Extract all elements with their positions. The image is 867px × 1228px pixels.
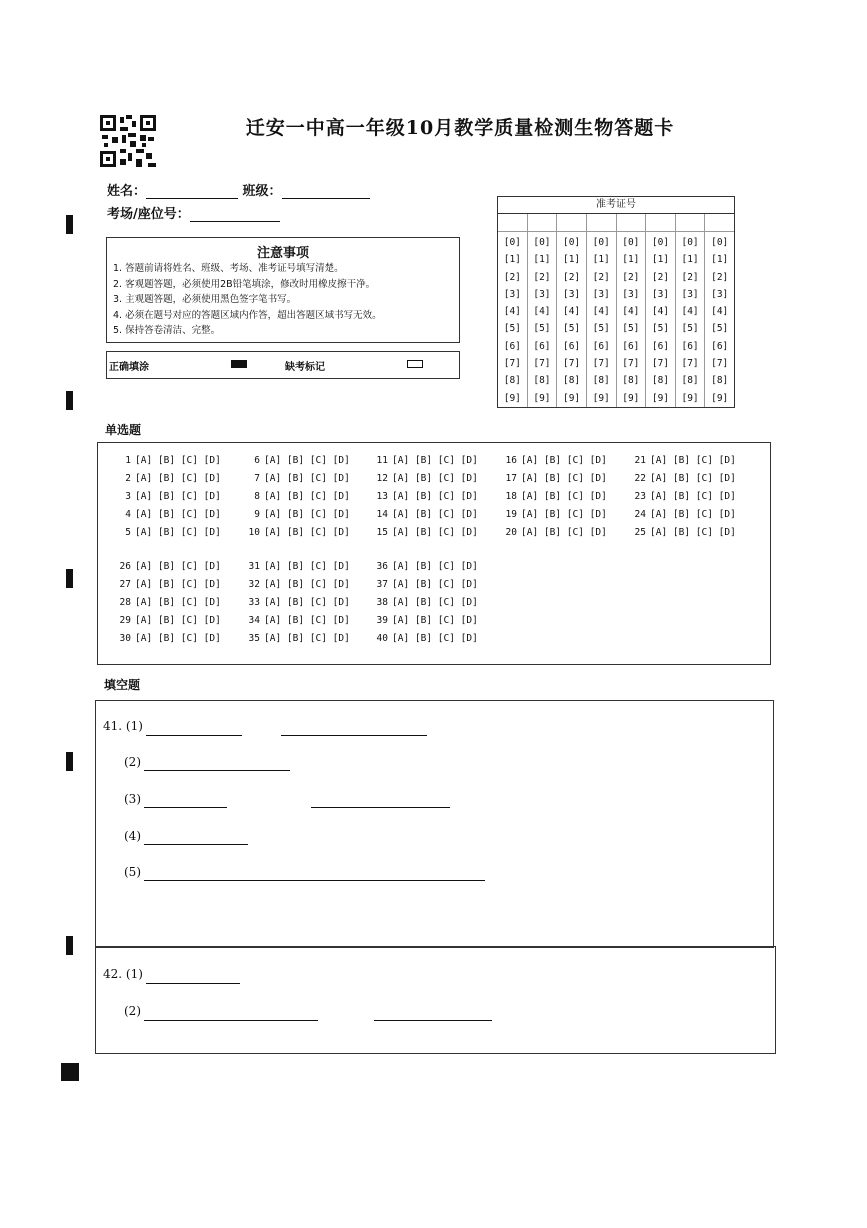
choice-question	[245, 527, 350, 538]
choice-question	[245, 633, 350, 644]
choice-question	[116, 615, 221, 626]
question-number: 29	[119, 615, 131, 626]
answer-options[interactable]: [A] [B] [C] [D]	[135, 491, 221, 502]
question-number: 15	[376, 527, 388, 538]
choice-question	[373, 579, 478, 590]
exam-id-digit-bubble[interactable]: [8]	[503, 375, 521, 387]
choice-question	[373, 561, 478, 572]
notice-item: 5. 保持答卷清洁、完整。	[113, 325, 221, 336]
exam-id-digit-bubble[interactable]: [4]	[592, 306, 610, 318]
question-number: 10	[248, 527, 260, 538]
answer-options[interactable]: [A] [B] [C] [D]	[521, 527, 607, 538]
exam-id-digit-bubble[interactable]: [0]	[592, 237, 610, 248]
choice-question	[631, 455, 736, 466]
question-number: 6	[254, 455, 260, 466]
timing-mark	[66, 569, 73, 588]
exam-id-digit-bubble[interactable]: [6]	[651, 340, 670, 352]
choice-question	[116, 491, 221, 502]
answer-options[interactable]: [A] [B] [C] [D]	[650, 491, 736, 502]
choice-question	[502, 527, 607, 538]
exam-id-digit-bubble[interactable]: [4]	[562, 306, 581, 318]
exam-id-title: 准考证号	[498, 197, 734, 214]
question-number: 20	[505, 527, 517, 538]
exam-id-column	[498, 214, 528, 407]
question-number: 26	[119, 561, 131, 572]
exam-id-digit-bubble[interactable]: [7]	[562, 358, 581, 370]
answer-options[interactable]: [A] [B] [C] [D]	[135, 615, 221, 626]
answer-options[interactable]: [A] [B] [C] [D]	[135, 597, 221, 608]
notice-item: 4. 必须在题号对应的答题区域内作答，超出答题区域书写无效。	[113, 309, 382, 321]
exam-id-digit-bubble[interactable]: [0]	[711, 237, 729, 248]
question-number: 22	[634, 473, 646, 484]
exam-id-digit-bubble[interactable]: [1]	[503, 254, 521, 266]
exam-id-box	[497, 196, 735, 408]
exam-id-digit-bubble[interactable]: [6]	[711, 340, 729, 352]
answer-line[interactable]	[144, 770, 290, 771]
question-number: 18	[505, 491, 517, 502]
answer-options[interactable]: [A] [B] [C] [D]	[650, 527, 736, 538]
exam-id-digit-bubble[interactable]: [3]	[681, 288, 699, 300]
choice-question	[502, 455, 607, 466]
answer-options[interactable]: [A] [B] [C] [D]	[135, 455, 221, 466]
exam-id-digit-bubble[interactable]: [1]	[622, 254, 640, 266]
answer-options[interactable]: [A] [B] [C] [D]	[650, 473, 736, 484]
question-number: 31	[248, 561, 260, 572]
question-number: 13	[376, 491, 388, 502]
exam-id-digit-bubble[interactable]: [1]	[651, 254, 670, 266]
answer-options[interactable]: [A] [B] [C] [D]	[135, 579, 221, 590]
exam-id-write-cell[interactable]	[705, 214, 734, 232]
answer-options[interactable]: [A] [B] [C] [D]	[264, 509, 350, 520]
exam-id-digit-bubble[interactable]: [6]	[533, 340, 551, 352]
question-number: 16	[505, 455, 517, 466]
answer-options[interactable]: [A] [B] [C] [D]	[264, 473, 350, 484]
q42-label: 42. (1)	[103, 967, 143, 981]
exam-id-digit-bubble[interactable]: [8]	[562, 375, 581, 387]
exam-id-digit-bubble[interactable]: [8]	[651, 375, 670, 387]
answer-options[interactable]: [A] [B] [C] [D]	[392, 491, 478, 502]
question-number: 1	[125, 455, 131, 466]
answer-options[interactable]: [A] [B] [C] [D]	[135, 473, 221, 484]
choice-question	[245, 473, 350, 484]
question-number: 38	[376, 597, 388, 608]
answer-options[interactable]: [A] [B] [C] [D]	[264, 455, 350, 466]
question-number: 11	[376, 455, 388, 466]
choice-question	[373, 491, 478, 502]
choice-question	[502, 491, 607, 502]
exam-id-digit-bubble[interactable]: [2]	[503, 271, 521, 283]
timing-mark	[66, 936, 73, 955]
choice-question	[373, 455, 478, 466]
answer-options[interactable]: [A] [B] [C] [D]	[392, 561, 478, 572]
choice-question	[116, 633, 221, 644]
exam-id-digit-bubble[interactable]: [0]	[622, 237, 640, 248]
exam-id-digit-bubble[interactable]: [9]	[681, 392, 699, 404]
exam-id-digit-bubble[interactable]: [2]	[711, 271, 729, 283]
exam-id-digit-bubble[interactable]: [4]	[651, 306, 670, 318]
answer-options[interactable]: [A] [B] [C] [D]	[521, 455, 607, 466]
exam-id-digit-bubble[interactable]: [1]	[562, 254, 581, 266]
answer-line[interactable]	[144, 807, 227, 808]
answer-options[interactable]: [A] [B] [C] [D]	[392, 615, 478, 626]
question-number: 5	[125, 527, 131, 538]
timing-mark	[66, 391, 73, 410]
answer-options[interactable]: [A] [B] [C] [D]	[521, 491, 607, 502]
question-number: 9	[254, 509, 260, 520]
exam-id-digit-bubble[interactable]: [4]	[622, 306, 640, 318]
exam-id-digit-bubble[interactable]: [3]	[651, 288, 670, 300]
exam-id-digit-bubble[interactable]: [3]	[622, 288, 640, 300]
exam-id-digit-bubble[interactable]: [1]	[711, 254, 729, 266]
answer-options[interactable]: [A] [B] [C] [D]	[392, 527, 478, 538]
exam-id-digit-bubble[interactable]: [5]	[503, 323, 521, 335]
choice-question	[373, 597, 478, 608]
name-blank[interactable]	[146, 184, 238, 199]
exam-id-digit-bubble[interactable]: [6]	[503, 340, 521, 352]
question-number: 12	[376, 473, 388, 484]
question-number: 37	[376, 579, 388, 590]
exam-id-digit-bubble[interactable]: [5]	[592, 323, 610, 335]
timing-mark	[66, 215, 73, 234]
answer-options[interactable]: [A] [B] [C] [D]	[264, 527, 350, 538]
exam-id-digit-bubble[interactable]: [2]	[562, 271, 581, 283]
exam-id-digit-bubble[interactable]: [7]	[503, 358, 521, 370]
exam-id-digit-bubble[interactable]: [6]	[681, 340, 699, 352]
choice-question	[116, 455, 221, 466]
exam-id-digit-bubble[interactable]: [7]	[592, 358, 610, 370]
exam-id-digit-bubble[interactable]: [9]	[622, 392, 640, 404]
answer-line[interactable]	[374, 1020, 492, 1021]
answer-options[interactable]: [A] [B] [C] [D]	[264, 615, 350, 626]
question-number: 28	[119, 597, 131, 608]
exam-id-digit-bubble[interactable]: [1]	[681, 254, 699, 266]
exam-id-digit-bubble[interactable]: [5]	[622, 323, 640, 335]
exam-id-digit-bubble[interactable]: [9]	[651, 392, 670, 404]
seat-field-row	[107, 203, 280, 222]
qr-code	[100, 115, 156, 167]
exam-id-digit-bubble[interactable]: [7]	[533, 358, 551, 370]
notice-item: 2. 客观题答题，必须使用2B铅笔填涂，修改时用橡皮擦干净。	[113, 278, 376, 290]
exam-id-digit-bubble[interactable]: [9]	[503, 392, 521, 404]
question-number: 39	[376, 615, 388, 626]
exam-id-digit-bubble[interactable]: [0]	[562, 237, 581, 248]
choice-question	[631, 509, 736, 520]
answer-options[interactable]: [A] [B] [C] [D]	[264, 491, 350, 502]
answer-options[interactable]: [A] [B] [C] [D]	[264, 561, 350, 572]
exam-id-column	[587, 214, 617, 407]
exam-id-digit-bubble[interactable]: [4]	[681, 306, 699, 318]
q41-part-label: (4)	[124, 829, 141, 843]
answer-options[interactable]: [A] [B] [C] [D]	[392, 509, 478, 520]
exam-id-digit-bubble[interactable]: [9]	[562, 392, 581, 404]
single-choice-title: 单选题	[105, 423, 142, 437]
choice-question	[245, 561, 350, 572]
question-number: 3	[125, 491, 131, 502]
q41-part-label: (3)	[124, 792, 141, 806]
question-number: 24	[634, 509, 646, 520]
notice-item: 1. 答题前请将姓名、班级、考场、准考证号填写清楚。	[113, 263, 344, 274]
question-number: 33	[248, 597, 260, 608]
choice-question	[245, 509, 350, 520]
absent-mark-label: 缺考标记	[285, 362, 325, 373]
name-field-row	[107, 180, 370, 199]
exam-id-write-cell[interactable]	[676, 214, 705, 232]
exam-id-digit-bubble[interactable]: [5]	[681, 323, 699, 335]
choice-question	[116, 579, 221, 590]
exam-id-digit-bubble[interactable]: [8]	[592, 375, 610, 387]
question-number: 19	[505, 509, 517, 520]
choice-question	[116, 527, 221, 538]
answer-line[interactable]	[144, 844, 248, 845]
exam-id-column	[617, 214, 647, 407]
answer-line[interactable]	[146, 735, 242, 736]
fill-blank-title: 填空题	[104, 678, 141, 692]
q42-part-label: (2)	[124, 1004, 141, 1018]
choice-question	[245, 597, 350, 608]
exam-id-digit-bubble[interactable]: [4]	[533, 306, 551, 318]
choice-question	[245, 491, 350, 502]
exam-id-write-cell[interactable]	[646, 214, 675, 232]
answer-options[interactable]: [A] [B] [C] [D]	[135, 509, 221, 520]
absent-mark-checkbox[interactable]	[407, 360, 423, 368]
question-number: 25	[634, 527, 646, 538]
exam-id-digit-bubble[interactable]: [7]	[651, 358, 670, 370]
choice-question	[245, 455, 350, 466]
exam-id-digit-bubble[interactable]: [8]	[711, 375, 729, 387]
notice-box	[106, 237, 460, 343]
question-number: 40	[376, 633, 388, 644]
exam-id-digit-bubble[interactable]: [0]	[533, 237, 551, 248]
question-number: 4	[125, 509, 131, 520]
exam-id-digit-bubble[interactable]: [2]	[622, 271, 640, 283]
exam-id-digit-bubble[interactable]: [5]	[651, 323, 670, 335]
choice-question	[373, 527, 478, 538]
choice-question	[373, 509, 478, 520]
question-41-box	[95, 700, 774, 948]
q41-part-label: (5)	[124, 865, 141, 879]
q41-label: 41. (1)	[103, 719, 143, 733]
question-number: 8	[254, 491, 260, 502]
choice-question	[373, 473, 478, 484]
exam-id-column	[557, 214, 587, 407]
exam-id-write-cell[interactable]	[587, 214, 616, 232]
exam-id-digit-bubble[interactable]: [2]	[681, 271, 699, 283]
answer-line[interactable]	[281, 735, 427, 736]
exam-id-digit-bubble[interactable]: [9]	[592, 392, 610, 404]
exam-id-digit-bubble[interactable]: [4]	[711, 306, 729, 318]
answer-options[interactable]: [A] [B] [C] [D]	[392, 579, 478, 590]
question-number: 7	[254, 473, 260, 484]
answer-line[interactable]	[311, 807, 450, 808]
class-blank[interactable]	[282, 184, 370, 199]
exam-id-digit-bubble[interactable]: [8]	[622, 375, 640, 387]
question-42-box	[95, 946, 776, 1054]
answer-line[interactable]	[144, 880, 485, 881]
choice-question	[631, 473, 736, 484]
question-number: 32	[248, 579, 260, 590]
answer-options[interactable]: [A] [B] [C] [D]	[521, 509, 607, 520]
exam-id-column	[676, 214, 706, 407]
answer-options[interactable]: [A] [B] [C] [D]	[392, 455, 478, 466]
notice-item: 3. 主观题答题，必须使用黑色签字笔书写。	[113, 294, 297, 305]
exam-id-column	[646, 214, 676, 407]
choice-question	[116, 473, 221, 484]
choice-question	[502, 509, 607, 520]
class-label: 班级：	[242, 184, 282, 199]
question-number: 2	[125, 473, 131, 484]
answer-options[interactable]: [A] [B] [C] [D]	[264, 633, 350, 644]
choice-question	[116, 509, 221, 520]
exam-id-write-cell[interactable]	[617, 214, 646, 232]
question-number: 23	[634, 491, 646, 502]
corner-mark	[61, 1063, 79, 1081]
correct-fill-label: 正确填涂	[109, 362, 149, 373]
choice-question	[631, 491, 736, 502]
choice-question	[245, 615, 350, 626]
exam-id-digit-bubble[interactable]: [6]	[562, 340, 581, 352]
page-title: 迁安一中高一年级10月教学质量检测生物答题卡	[245, 117, 675, 139]
exam-id-digit-bubble[interactable]: [6]	[622, 340, 640, 352]
notice-title: 注意事项	[256, 246, 309, 261]
choice-question	[502, 473, 607, 484]
answer-options[interactable]: [A] [B] [C] [D]	[135, 561, 221, 572]
answer-options[interactable]: [A] [B] [C] [D]	[521, 473, 607, 484]
exam-id-digit-bubble[interactable]: [5]	[711, 323, 729, 335]
choice-question	[245, 579, 350, 590]
exam-id-digit-bubble[interactable]: [8]	[681, 375, 699, 387]
answer-options[interactable]: [A] [B] [C] [D]	[650, 455, 736, 466]
exam-id-digit-bubble[interactable]: [7]	[681, 358, 699, 370]
exam-id-write-cell[interactable]	[528, 214, 557, 232]
answer-options[interactable]: [A] [B] [C] [D]	[264, 579, 350, 590]
answer-options[interactable]: [A] [B] [C] [D]	[392, 633, 478, 644]
exam-id-digit-bubble[interactable]: [9]	[533, 392, 551, 404]
question-number: 34	[248, 615, 260, 626]
exam-id-digit-bubble[interactable]: [4]	[503, 306, 521, 318]
question-number: 36	[376, 561, 388, 572]
exam-id-digit-bubble[interactable]: [6]	[592, 340, 610, 352]
question-number: 30	[119, 633, 131, 644]
answer-options[interactable]: [A] [B] [C] [D]	[650, 509, 736, 520]
answer-options[interactable]: [A] [B] [C] [D]	[392, 597, 478, 608]
question-number: 35	[248, 633, 260, 644]
answer-line[interactable]	[144, 1020, 318, 1021]
exam-id-digit-bubble[interactable]: [3]	[533, 288, 551, 300]
choice-question	[373, 615, 478, 626]
answer-line[interactable]	[146, 983, 240, 984]
exam-id-digit-bubble[interactable]: [7]	[622, 358, 640, 370]
seat-blank[interactable]	[190, 207, 280, 222]
seat-label: 考场/座位号：	[107, 207, 190, 222]
answer-options[interactable]: [A] [B] [C] [D]	[135, 633, 221, 644]
answer-options[interactable]: [A] [B] [C] [D]	[264, 597, 350, 608]
exam-id-digit-bubble[interactable]: [0]	[503, 237, 521, 248]
exam-id-columns	[498, 214, 734, 407]
choice-question	[116, 597, 221, 608]
exam-id-digit-bubble[interactable]: [0]	[681, 237, 699, 248]
exam-id-digit-bubble[interactable]: [0]	[651, 237, 670, 248]
q41-part-label: (2)	[124, 755, 141, 769]
answer-options[interactable]: [A] [B] [C] [D]	[392, 473, 478, 484]
question-number: 17	[505, 473, 517, 484]
exam-id-digit-bubble[interactable]: [2]	[651, 271, 670, 283]
question-number: 14	[376, 509, 388, 520]
exam-id-digit-bubble[interactable]: [1]	[592, 254, 610, 266]
name-label: 姓名：	[107, 184, 147, 199]
exam-id-digit-bubble[interactable]: [3]	[562, 288, 581, 300]
correct-fill-sample	[231, 360, 247, 368]
exam-id-column	[705, 214, 734, 407]
exam-id-write-cell[interactable]	[557, 214, 586, 232]
exam-id-digit-bubble[interactable]: [5]	[562, 323, 581, 335]
exam-id-digit-bubble[interactable]: [5]	[533, 323, 551, 335]
answer-options[interactable]: [A] [B] [C] [D]	[135, 527, 221, 538]
question-number: 27	[119, 579, 131, 590]
exam-id-write-cell[interactable]	[498, 214, 527, 232]
exam-id-digit-bubble[interactable]: [2]	[592, 271, 610, 283]
exam-id-digit-bubble[interactable]: [3]	[711, 288, 729, 300]
exam-id-digit-bubble[interactable]: [9]	[711, 392, 729, 404]
fill-legend-box	[106, 351, 460, 379]
choice-question	[373, 633, 478, 644]
choice-question	[631, 527, 736, 538]
choice-question	[116, 561, 221, 572]
single-choice-box	[97, 442, 771, 665]
question-number: 21	[634, 455, 646, 466]
exam-id-digit-bubble[interactable]: [3]	[592, 288, 610, 300]
exam-id-digit-bubble[interactable]: [2]	[533, 271, 551, 283]
timing-mark	[66, 752, 73, 771]
exam-id-digit-bubble[interactable]: [7]	[711, 358, 729, 370]
exam-id-digit-bubble[interactable]: [3]	[503, 288, 521, 300]
exam-id-digit-bubble[interactable]: [1]	[533, 254, 551, 266]
exam-id-digit-bubble[interactable]: [8]	[533, 375, 551, 387]
exam-id-column	[528, 214, 558, 407]
